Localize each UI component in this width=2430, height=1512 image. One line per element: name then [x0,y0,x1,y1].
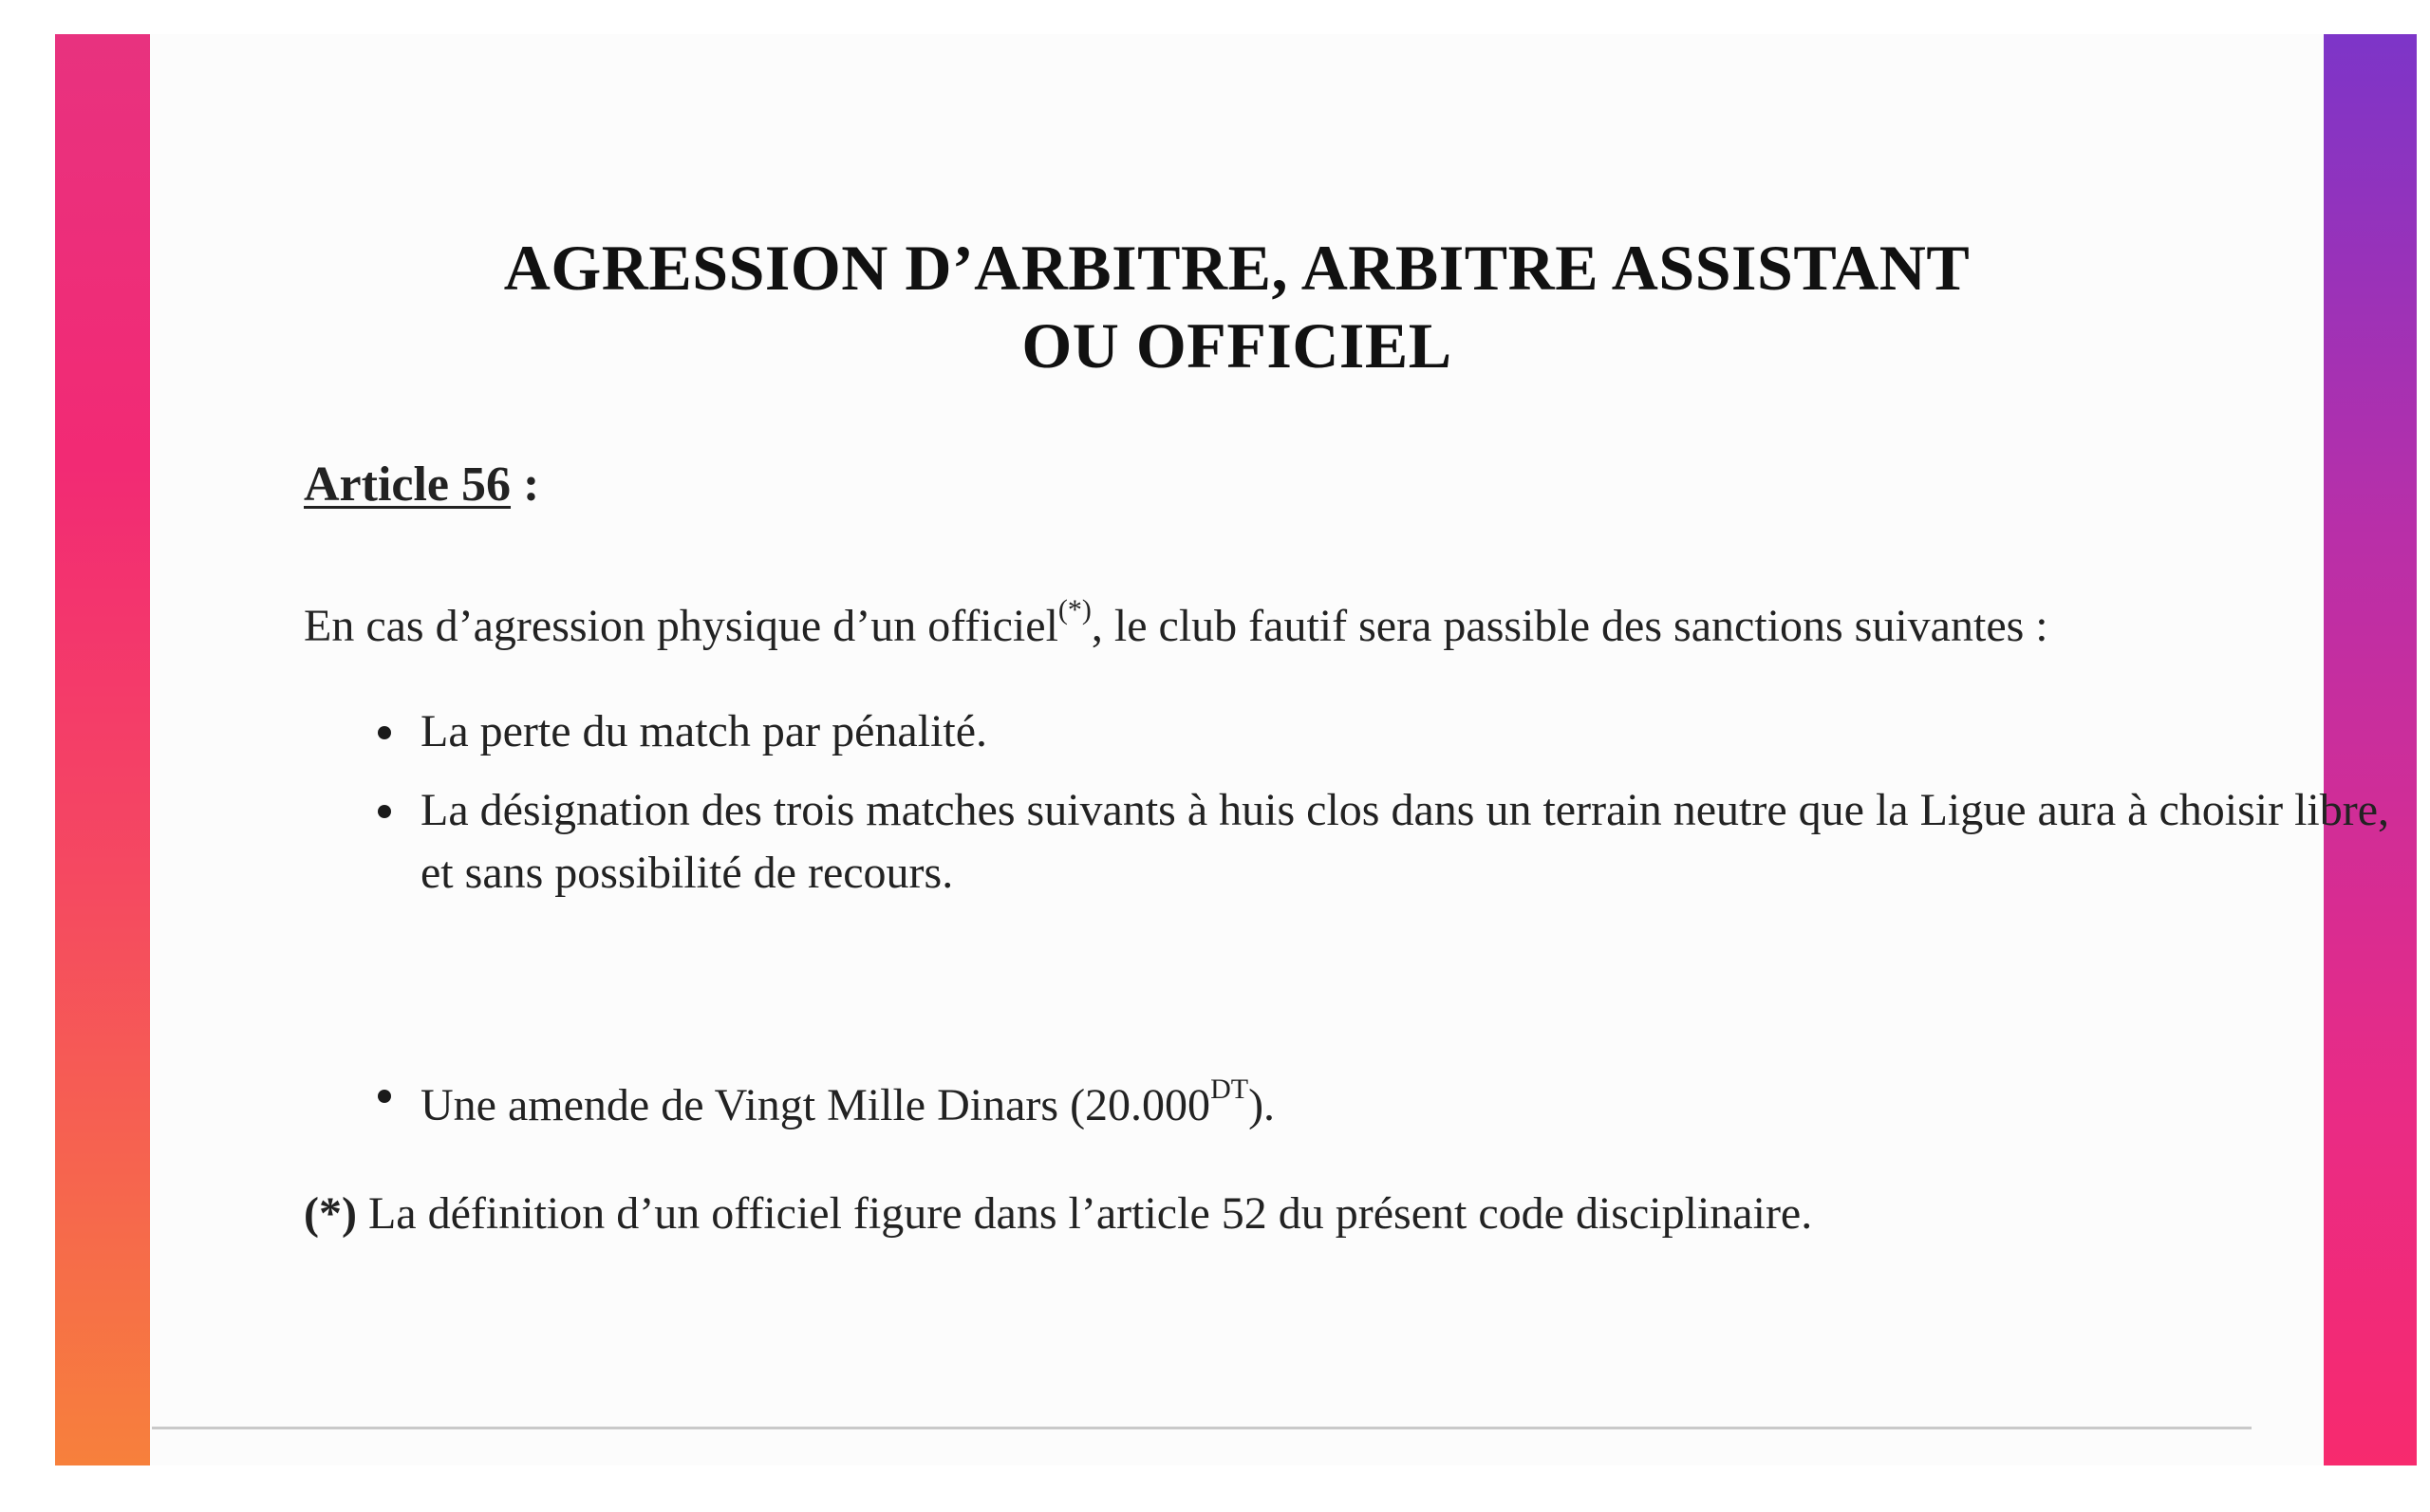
sanction-list-item [378,779,2400,905]
sanction-text: La désignation des trois matches suivants à huis clos dans un terrain neutre que la Ligue aura à choisir libre, et sans possibilité de recours. [421,785,2390,898]
bullet-icon [378,805,391,818]
bullet-icon [378,1090,391,1103]
left-gradient-bar [55,34,150,1465]
document-title-line-2: OU OFFICIEL [1021,309,1452,382]
fine-close: ). [1248,1080,1276,1130]
sanction-list-item [378,700,2400,763]
article-label: Article 56 [304,457,512,512]
fine-line [421,1064,2400,1137]
footnote-marker: (*) [304,1188,357,1239]
fine-unit: DT [1210,1073,1249,1105]
bottom-divider [152,1427,2252,1429]
intro-text-before: En cas d’agression physique d’un officiel [304,601,1058,651]
footnote [304,1181,1812,1247]
document-page [150,34,2390,1465]
article-suffix: : [511,457,540,512]
sanction-text: La perte du match par pénalité. [421,706,988,756]
article-heading [304,452,539,518]
footnote-text: La définition d’un officiel figure dans l’article 52 du présent code disciplinaire. [356,1188,1813,1239]
intro-footnote-marker: (*) [1057,594,1092,625]
document-title-line-1: AGRESSION D’ARBITRE, ARBITRE ASSISTANT [503,232,1971,304]
fine-text: Une amende de Vingt Mille Dinars (20.000 [421,1080,1211,1130]
intro-text-after: , le club fautif sera passible des sanctions suivantes : [1091,601,2048,651]
intro-paragraph [304,583,2411,660]
bullet-icon [378,726,391,739]
sanction-list-item-fine [378,1064,2400,1137]
